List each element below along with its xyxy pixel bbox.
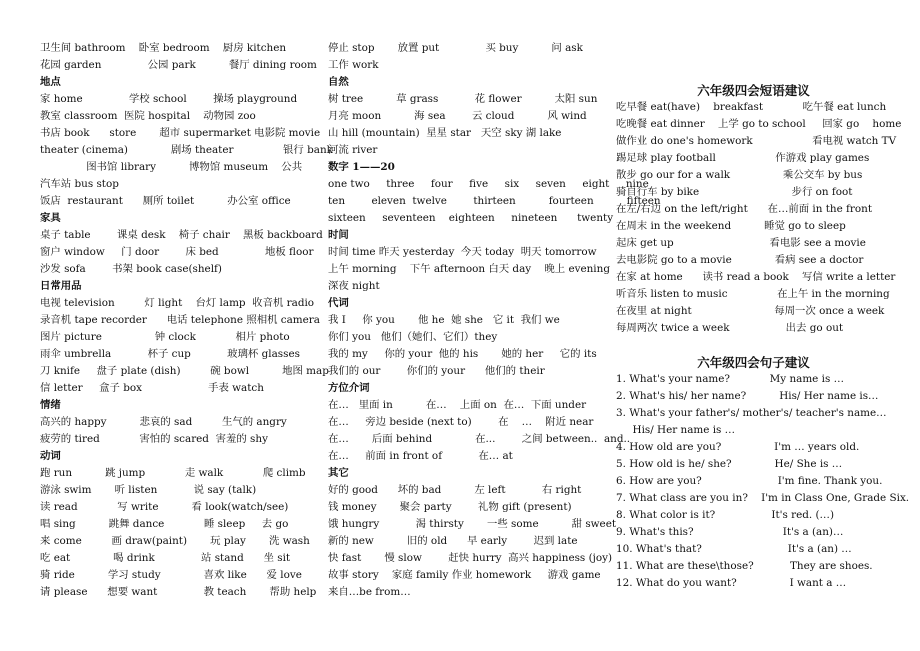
phrase-list xyxy=(616,99,902,337)
vocab-line: 新的 new 旧的 old 早 early 迟到 late xyxy=(328,535,578,547)
vocab-line: 停止 stop 放置 put 买 buy 问 ask xyxy=(328,42,583,54)
vocab-line: 5. How old is he/ she? He/ She is … xyxy=(616,458,843,470)
vocab-line: 10. What's that? It's a (an) … xyxy=(616,543,852,555)
vocab-line: 饿 hungry 渴 thirsty 一些 some 甜 sweet xyxy=(328,518,617,530)
vocab-line: 在周末 in the weekend 睡觉 go to sleep xyxy=(616,220,846,232)
vocab-line: one two three four five six seven eight nine xyxy=(328,178,649,190)
vocab-line: 请 please 想要 want 教 teach 帮助 help xyxy=(40,586,317,598)
vocab-line: 游泳 swim 听 listen 说 say (talk) xyxy=(40,484,257,496)
vocab-line: 吃 eat 喝 drink 站 stand 坐 sit xyxy=(40,552,291,564)
vocab-line: sixteen seventeen eighteen nineteen twenty xyxy=(328,212,614,224)
vocab-line: 吃早餐 eat(have) breakfast 吃午餐 eat lunch xyxy=(616,101,887,113)
vocab-line: 深夜 night xyxy=(328,280,380,292)
vocab-line: 疲劳的 tired 害怕的 scared 害羞的 shy xyxy=(40,433,268,445)
sentences-title: 六年级四会句子建议 xyxy=(697,355,810,370)
vocab-line: 卫生间 bathroom 卧室 bedroom 厨房 kitchen xyxy=(40,42,287,54)
vocab-line: 1. What's your name? My name is … xyxy=(616,373,844,385)
section-heading: 动词 xyxy=(40,450,61,462)
section-heading: 家具 xyxy=(40,212,61,224)
section-heading: 自然 xyxy=(328,76,349,88)
section-heading: 代词 xyxy=(328,297,349,309)
vocab-line: 教室 classroom 医院 hospital 动物园 zoo xyxy=(40,110,256,122)
vocab-line: 上午 morning 下午 afternoon 白天 day 晚上 evening xyxy=(328,263,610,275)
phrases-title: 六年级四会短语建议 xyxy=(697,83,810,98)
vocab-line: 做作业 do one's homework 看电视 watch TV xyxy=(616,135,897,147)
section-heading: 地点 xyxy=(40,76,61,88)
vocab-line: His/ Her name is … xyxy=(616,424,736,436)
vocab-line: 我 I 你 you 他 he 她 she 它 it 我们 we xyxy=(328,314,560,326)
vocab-line: 家 home 学校 school 操场 playground xyxy=(40,93,298,105)
vocab-line: 吃晚餐 eat dinner 上学 go to school 回家 go home xyxy=(616,118,902,130)
section-heading: 时间 xyxy=(328,229,349,241)
vocab-line: 花园 garden 公园 park 餐厅 dining room xyxy=(40,59,317,71)
vocab-line: 书店 book store 超市 supermarket 电影院 movie xyxy=(40,127,321,139)
vocab-line: 4. How old are you? I'm … years old. xyxy=(616,441,860,453)
vocab-line: 3. What's your father's/ mother's/ teacher's name… xyxy=(616,407,887,419)
vocab-line: 在左/右边 on the left/right 在…前面 in the front xyxy=(616,203,872,215)
section-heading: 其它 xyxy=(328,467,349,479)
vocab-line: 跑 run 跳 jump 走 walk 爬 climb xyxy=(40,467,306,479)
vocab-line: 图片 picture 钟 clock 相片 photo xyxy=(40,331,290,343)
vocab-line: 快 fast 慢 slow 赶快 hurry 高兴 happiness (joy) xyxy=(328,552,613,564)
vocab-line: 电视 television 灯 light 台灯 lamp 收音机 radio xyxy=(40,297,315,309)
vocab-line: 我的 my 你的 your 他的 his 她的 her 它的 its xyxy=(328,348,597,360)
vocab-line: 沙发 sofa 书架 book case(shelf) xyxy=(40,263,222,275)
vocab-line: 读 read 写 write 看 look(watch/see) xyxy=(40,501,289,513)
vocab-line: ten eleven twelve thirteen fourteen fifteen xyxy=(328,195,661,207)
vocab-line: 时间 time 昨天 yesterday 今天 today 明天 tomorrow xyxy=(328,246,597,258)
vocab-line: 山 hill (mountain) 星星 star 天空 sky 湖 lake xyxy=(328,127,562,139)
vocab-line: 故事 story 家庭 family 作业 homework 游戏 game xyxy=(328,569,601,581)
vocab-line: 雨伞 umbrella 杯子 cup 玻璃杯 glasses xyxy=(40,348,300,360)
vocab-line: 8. What color is it? It's red. (…) xyxy=(616,509,835,521)
vocab-line: 月亮 moon 海 sea 云 cloud 风 wind xyxy=(328,110,587,122)
vocab-line: 钱 money 聚会 party 礼物 gift (present) xyxy=(328,501,572,513)
section-heading: 数字 1——20 xyxy=(328,161,395,173)
vocab-line: 在… 前面 in front of 在… at xyxy=(328,450,513,462)
vocab-line: 每周两次 twice a week 出去 go out xyxy=(616,322,844,334)
vocab-line: 信 letter 盒子 box 手表 watch xyxy=(40,382,264,394)
vocab-line: 2. What's his/ her name? His/ Her name is… xyxy=(616,390,879,402)
vocab-line: theater (cinema) 剧场 theater 银行 bank xyxy=(40,144,333,156)
vocab-line: 12. What do you want? I want a … xyxy=(616,577,847,589)
column-right xyxy=(616,40,910,592)
vocab-line: 在… 里面 in 在… 上面 on 在… 下面 under xyxy=(328,399,587,411)
vocab-line: 11. What are these\those? They are shoes. xyxy=(616,560,873,572)
section-heading: 情绪 xyxy=(40,399,61,411)
vocab-line: 唱 sing 跳舞 dance 睡 sleep 去 go xyxy=(40,518,289,530)
spacer xyxy=(616,57,891,74)
vocab-line: 树 tree 草 grass 花 flower 太阳 sun xyxy=(328,93,598,105)
vocab-line: 听音乐 listen to music 在上午 in the morning xyxy=(616,288,890,300)
vocab-line: 我们的 our 你们的 your 他们的 their xyxy=(328,365,545,377)
vocab-line: 在… 后面 behind 在... 之间 between.. and.. xyxy=(328,433,631,445)
column-middle xyxy=(328,40,661,601)
vocab-line: 汽车站 bus stop xyxy=(40,178,119,190)
vocab-line: 6. How are you? I'm fine. Thank you. xyxy=(616,475,883,487)
vocab-line: 来自…be from… xyxy=(328,586,411,598)
vocab-line: 录音机 tape recorder 电话 telephone 照相机 camera xyxy=(40,314,320,326)
vocab-line: 刀 knife 盘子 plate (dish) 碗 bowl 地图 map xyxy=(40,365,329,377)
vocab-line: 骑自行车 by bike 步行 on foot xyxy=(616,186,853,198)
vocab-line: 图书馆 library 博物馆 museum 公共 xyxy=(40,161,303,173)
column-left xyxy=(40,40,333,601)
vocab-line: 桌子 table 课桌 desk 椅子 chair 黑板 backboard xyxy=(40,229,323,241)
vocab-line: 窗户 window 门 door 床 bed 地板 floor xyxy=(40,246,314,258)
vocab-line: 踢足球 play football 作游戏 play games xyxy=(616,152,870,164)
vocab-line: 在… 旁边 beside (next to) 在 … 附近 near xyxy=(328,416,594,428)
vocab-line: 9. What's this? It's a (an)… xyxy=(616,526,844,538)
spacer xyxy=(616,40,891,57)
vocab-line: 工作 work xyxy=(328,59,379,71)
vocab-line: 你们 you 他们（她们、它们）they xyxy=(328,331,498,343)
vocab-line: 来 come 画 draw(paint) 玩 play 洗 wash xyxy=(40,535,310,547)
vocab-line: 在家 at home 读书 read a book 写信 write a letter xyxy=(616,271,896,283)
vocab-line: 高兴的 happy 悲哀的 sad 生气的 angry xyxy=(40,416,287,428)
vocab-line: 在夜里 at night 每周一次 once a week xyxy=(616,305,885,317)
vocab-line: 饭店 restaurant 厕所 toilet 办公室 office xyxy=(40,195,291,207)
vocab-line: 河流 river xyxy=(328,144,378,156)
vocab-line: 7. What class are you in? I'm in Class One, Grade Six. xyxy=(616,492,910,504)
spacer xyxy=(616,74,891,82)
vocab-line: 骑 ride 学习 study 喜欢 like 爱 love xyxy=(40,569,302,581)
sentence-list xyxy=(616,371,910,592)
vocab-line: 起床 get up 看电影 see a movie xyxy=(616,237,866,249)
vocab-line: 散步 go our for a walk 乘公交车 by bus xyxy=(616,169,863,181)
vocab-line: 去电影院 go to a movie 看病 see a doctor xyxy=(616,254,864,266)
spacer xyxy=(616,337,891,354)
section-heading: 方位介词 xyxy=(328,382,370,394)
vocab-line: 好的 good 坏的 bad 左 left 右 right xyxy=(328,484,582,496)
section-heading: 日常用品 xyxy=(40,280,82,292)
